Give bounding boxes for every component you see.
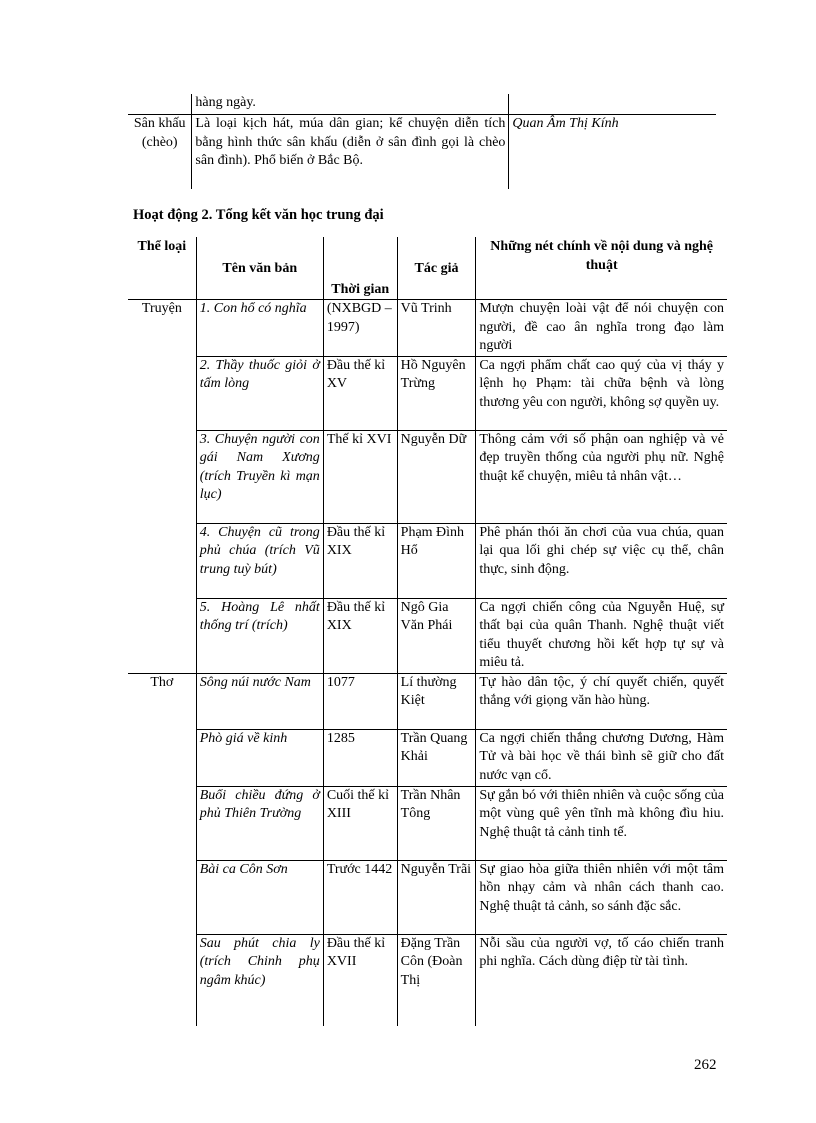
- work-title: 4. Chuyện cũ trong phủ chúa (trích Vũ trung tuỳ bút): [196, 523, 323, 598]
- header-genre: Thể loại: [128, 237, 196, 300]
- work-author: Vũ Trinh: [397, 300, 476, 357]
- table-row: [128, 729, 727, 786]
- work-description: Ca ngợi chiến thắng chương Dương, Hàm Tử và bài học về thái bình sẽ giữ cho đất nước vạn cổ.: [476, 729, 727, 786]
- cheo-example: Quan Âm Thị Kính: [509, 115, 716, 190]
- work-title: Buổi chiều đứng ở phủ Thiên Trường: [196, 786, 323, 860]
- work-author: Nguyễn Trãi: [397, 860, 476, 934]
- table-row: [128, 300, 727, 357]
- work-title: Sau phút chia ly (trích Chinh phụ ngâm khúc): [196, 934, 323, 1026]
- work-time: Thế kỉ XVI: [323, 430, 397, 523]
- work-description: Sự giao hòa giữa thiên nhiên với một tâm hồn nhạy cảm và nhân cách thanh cao. Nghệ thuật tả cảnh, so sánh đặc sắc.: [476, 860, 727, 934]
- work-author: Trần Nhân Tông: [397, 786, 476, 860]
- work-author: Trần Quang Khải: [397, 729, 476, 786]
- table-row: [128, 356, 727, 430]
- work-description: Thông cảm với số phận oan nghiệp và vẻ đẹp truyền thống của người phụ nữ. Nghệ thuật kể chuyện, miêu tả nhân vật…: [476, 430, 727, 523]
- work-author: Nguyễn Dữ: [397, 430, 476, 523]
- work-title: 1. Con hổ có nghĩa: [196, 300, 323, 357]
- work-title: Sông núi nước Nam: [196, 673, 323, 729]
- work-time: Đầu thế kỉ XV: [323, 356, 397, 430]
- work-time: 1285: [323, 729, 397, 786]
- work-time: 1077: [323, 673, 397, 729]
- table-row: [128, 786, 727, 860]
- work-description: Sự gắn bó với thiên nhiên và cuộc sống của một vùng quê yên tĩnh mà không đìu hiu. Nghệ thuật tả cảnh tinh tế.: [476, 786, 727, 860]
- table-row: [128, 860, 727, 934]
- work-description: Mượn chuyện loài vật để nói chuyện con người, đề cao ân nghĩa trong đạo làm người: [476, 300, 727, 357]
- top-table-continued-text: hàng ngày.: [192, 94, 509, 115]
- work-description: Nỗi sầu của người vợ, tố cáo chiến tranh phi nghĩa. Cách dùng điệp từ tài tình.: [476, 934, 727, 1026]
- work-time: Đầu thế kỉ XIX: [323, 598, 397, 673]
- work-author: Ngô Gia Văn Phái: [397, 598, 476, 673]
- header-time: Thời gian: [323, 237, 397, 300]
- work-title: Phò giá về kinh: [196, 729, 323, 786]
- cheo-description: Là loại kịch hát, múa dân gian; kể chuyện diễn tích bằng hình thức sân khấu (diễn ở sân đình gọi là chèo sân đình). Phổ biến ở Bắc Bộ.: [192, 115, 509, 190]
- genre-prose: Truyện: [141, 301, 182, 316]
- work-author: Lí thường Kiệt: [397, 673, 476, 729]
- page-number: 262: [694, 1057, 717, 1073]
- genre-cheo: Sân khấu (chèo): [133, 116, 186, 150]
- top-table-cell: [509, 94, 716, 115]
- work-time: (NXBGD – 1997): [323, 300, 397, 357]
- top-table-cell: [128, 94, 192, 115]
- work-time: Cuối thế kỉ XIII: [323, 786, 397, 860]
- literature-summary-table: [128, 237, 727, 1026]
- work-time: Đầu thế kỉ XVII: [323, 934, 397, 1026]
- top-table: [128, 94, 716, 189]
- work-title: 5. Hoàng Lê nhất thống trí (trích): [196, 598, 323, 673]
- header-title: Tên văn bản: [196, 237, 323, 300]
- work-description: Ca ngợi chiến công của Nguyễn Huệ, sự thất bại của quân Thanh. Nghệ thuật viết tiểu thuyết chương hồi kết hợp tự sự và miêu tả.: [476, 598, 727, 673]
- header-author: Tác giả: [397, 237, 476, 300]
- work-time: Trước 1442: [323, 860, 397, 934]
- table-row: [128, 934, 727, 1026]
- table-row: [128, 430, 727, 523]
- work-author: Hồ Nguyên Trừng: [397, 356, 476, 430]
- work-description: Phê phán thói ăn chơi của vua chúa, quan lại qua lối ghi chép sự việc cụ thể, chân thực, sinh động.: [476, 523, 727, 598]
- table-row: [128, 673, 727, 729]
- work-title: 3. Chuyện người con gái Nam Xương (trích Truyền kì mạn lục): [196, 430, 323, 523]
- header-content: Những nét chính về nội dung và nghệ thuật: [476, 237, 727, 300]
- work-time: Đầu thế kỉ XIX: [323, 523, 397, 598]
- work-author: Phạm Đình Hổ: [397, 523, 476, 598]
- work-title: 2. Thầy thuốc giỏi ở tấm lòng: [196, 356, 323, 430]
- genre-poetry: Thơ: [150, 674, 174, 690]
- table-row: [128, 523, 727, 598]
- work-description: Ca ngợi phẩm chất cao quý của vị tháy y lệnh họ Phạm: tài chữa bệnh và lòng thương yêu con người, không sợ quyền uy.: [476, 356, 727, 430]
- table-row: [128, 598, 727, 673]
- work-title: Bài ca Côn Sơn: [196, 860, 323, 934]
- section-heading: Hoạt động 2. Tổng kết văn học trung đại: [133, 207, 384, 223]
- work-description: Tự hào dân tộc, ý chí quyết chiến, quyết thắng với giọng văn hào hùng.: [476, 673, 727, 729]
- work-author: Đặng Trần Côn (Đoàn Thị: [397, 934, 476, 1026]
